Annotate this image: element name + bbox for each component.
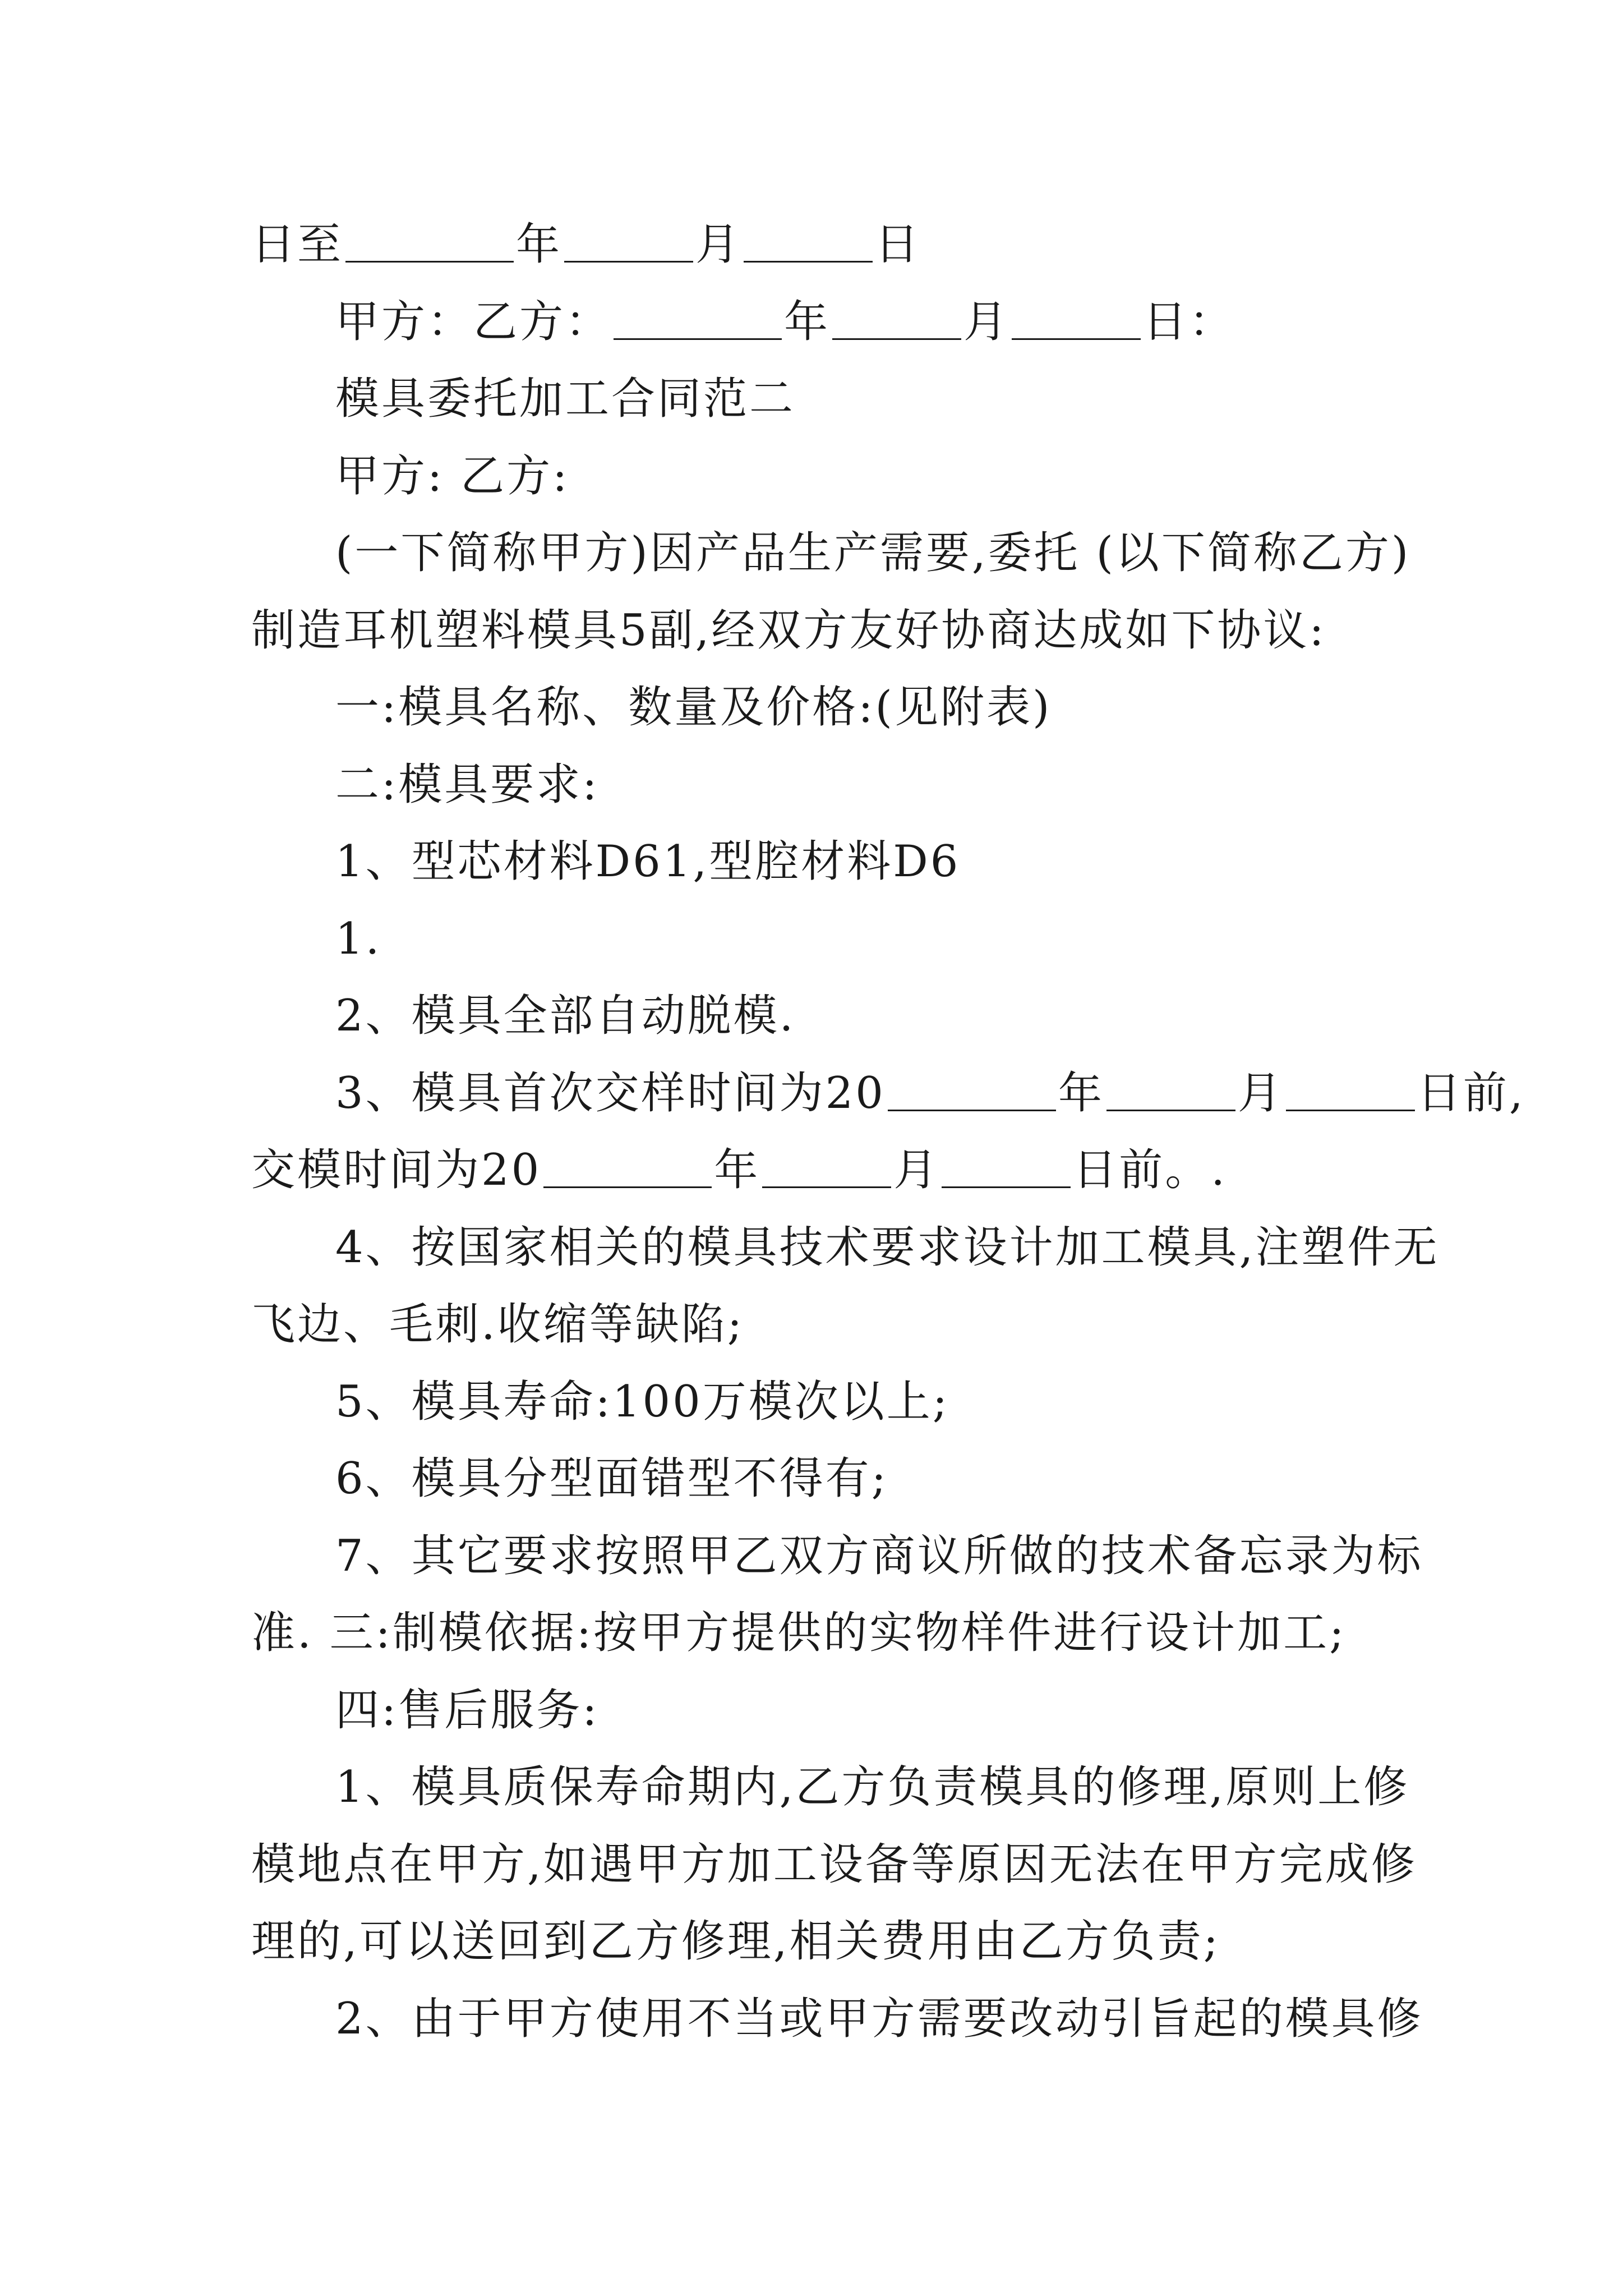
text-segment: 年 (714, 1145, 760, 1195)
text-segment: 月 (893, 1145, 940, 1195)
day-blank (744, 217, 873, 263)
paragraph-line: (一下简称甲方)因产品生产需要,委托 (以下简称乙方) (335, 528, 1411, 578)
paragraph-line: 模地点在甲方,如遇甲方加工设备等原因无法在甲方完成修 (251, 1839, 1417, 1890)
day-blank (1286, 1066, 1415, 1111)
document-body (251, 206, 1525, 2058)
text-segment: 月 (1237, 1068, 1284, 1119)
list-item: 1、模具质保寿命期内,乙方负责模具的修理,原则上修 (335, 1762, 1410, 1812)
signature-date-line (251, 284, 1390, 361)
text-segment: 年 (1058, 1068, 1104, 1119)
list-item: 6、模具分型面错型不得有; (335, 1453, 888, 1504)
paragraph-line: 制造耳机塑料模具5副,经双方友好协商达成如下协议: (251, 605, 1326, 656)
text-segment: 交模时间为20 (251, 1145, 542, 1195)
text-segment: 日前。. (1073, 1145, 1228, 1195)
month-blank (1106, 1066, 1235, 1111)
clause-heading: 一:模具名称、数量及价格:(见附表) (335, 682, 1052, 733)
paragraph-line (251, 1132, 1390, 1209)
text-segment: 甲方：乙方： (335, 296, 612, 347)
text-segment: 日至 (251, 219, 344, 270)
text-segment: 3、模具首次交样时间为20 (335, 1068, 886, 1119)
paragraph-line: 理的,可以送回到乙方修理,相关费用由乙方负责; (251, 1916, 1220, 1967)
month-blank (564, 217, 693, 263)
list-item (251, 1055, 1525, 1133)
list-item: 1、型芯材料D61,型腔材料D6 (335, 836, 961, 887)
day-blank (942, 1143, 1071, 1188)
text-segment: 日： (1143, 296, 1235, 347)
clause-heading: 四:售后服务: (335, 1685, 600, 1736)
day-blank (1012, 295, 1141, 340)
list-item: 2、模具全部自动脱模. (335, 991, 796, 1041)
date-range-line (251, 206, 1390, 284)
month-blank (762, 1143, 891, 1188)
list-item: 4、按国家相关的模具技术要求设计加工模具,注塑件无 (335, 1222, 1440, 1273)
parties-line: 甲方: 乙方: (335, 450, 570, 501)
list-item: 7、其它要求按照甲乙双方商议所做的技术备忘录为标 (335, 1530, 1423, 1581)
list-item: 1. (335, 913, 382, 964)
text-segment: 年 (516, 219, 562, 270)
clause-heading: 二:模具要求: (335, 759, 600, 810)
text-segment: 月 (963, 296, 1010, 347)
text-segment: 日 (875, 219, 921, 270)
paragraph-line: 飞边、毛刺.收缩等缺陷; (251, 1299, 745, 1350)
year-blank (543, 1143, 712, 1188)
text-segment: 年 (784, 296, 831, 347)
year-blank (614, 295, 782, 340)
list-item: 2、由于甲方使用不当或甲方需要改动引旨起的模具修 (335, 1993, 1423, 2044)
year-blank (888, 1066, 1056, 1111)
paragraph-line: 准. 三:制模依据:按甲方提供的实物样件进行设计加工; (251, 1608, 1347, 1658)
section-title: 模具委托加工合同范二 (335, 374, 796, 424)
list-item: 5、模具寿命:100万模次以上; (335, 1376, 950, 1427)
text-segment: 日前, (1417, 1068, 1525, 1119)
text-segment: 月 (695, 219, 742, 270)
month-blank (832, 295, 961, 340)
year-blank (345, 217, 514, 263)
